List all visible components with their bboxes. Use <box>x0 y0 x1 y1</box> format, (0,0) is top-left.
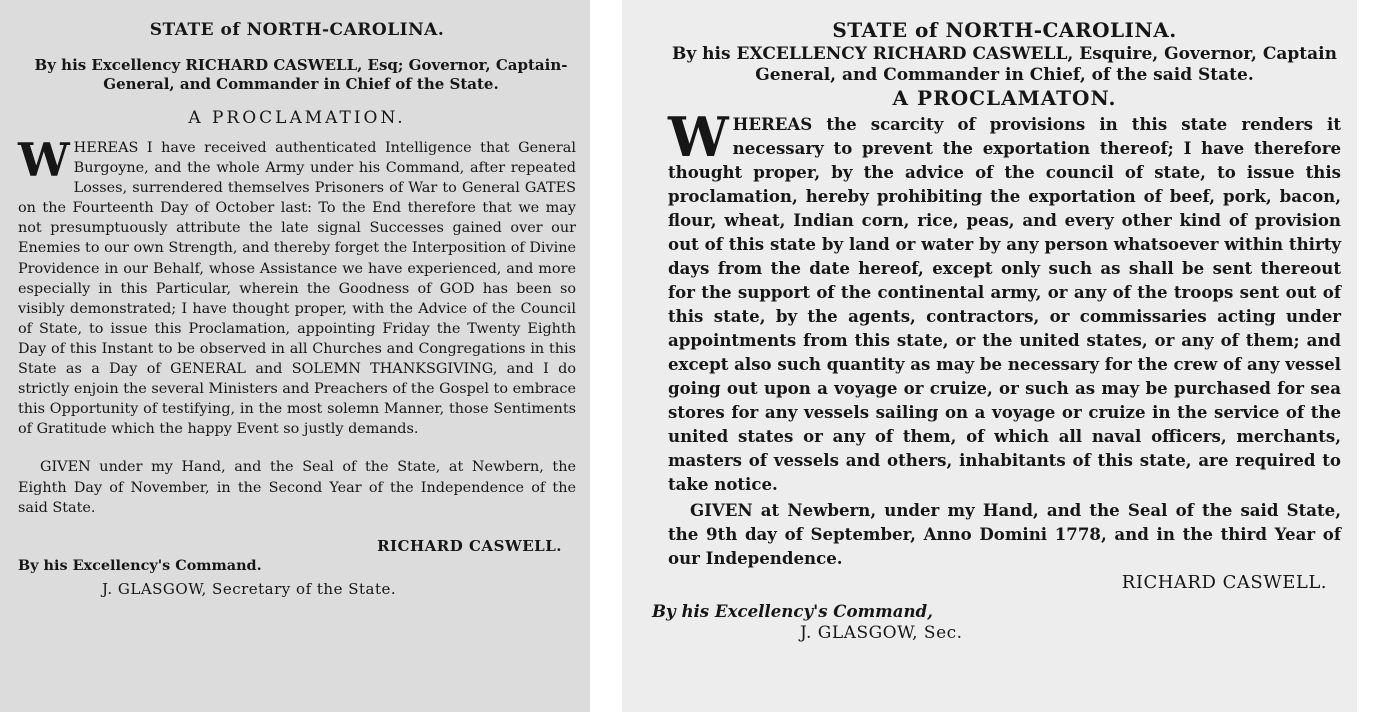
document-title: STATE of NORTH-CAROLINA. <box>832 18 1177 42</box>
proclamation-provisions-panel <box>622 0 1357 712</box>
given-clause: GIVEN at Newbern, under my Hand, and the Seal of the said State, the 9th day of September, Anno Domini 1778, and in the third Year of our Independence. <box>668 500 1341 568</box>
drop-cap: W <box>18 133 70 187</box>
proclamation-thanksgiving-panel <box>0 0 590 712</box>
drop-cap: W <box>668 105 729 169</box>
proclamation-body-text: HEREAS I have received authenticated Intelligence that General Burgoyne, and the whole Army under his Command, after repeated Losses, surrendered themselves Prisoners of War to General GATES on the Fourteenth Day of October last: To the End therefore that we may not presumptuously attribute the late signal Successes gained over our Enemies to our own Strength, and thereby forget the Interposition of Divine Providence in our Behalf, whose Assistance we have experienced, and more especially in this Particular, wherein the Goodness of GOD has been so visibly demonstrated; I have thought proper, with the Advice of the Council of State, to issue this Proclamation, appointing Friday the Twenty Eighth Day of this Instant to be observed in all Churches and Congregations in this State as a Day of GENERAL and SOLEMN THANKSGIVING, and I do strictly enjoin the several Ministers and Preachers of the Gospel to embrace this Opportunity of testifying, in the most solemn Manner, those Sentiments of Gratitude which the happy Event so justly demands. <box>18 140 576 438</box>
proclamation-body <box>18 133 576 439</box>
signer-name: RICHARD CASWELL. <box>1121 572 1327 593</box>
proclamation-heading: A PROCLAMATION. <box>188 108 406 128</box>
proclamation-body <box>668 105 1341 496</box>
secretary-line: J. GLASGOW, Secretary of the State. <box>102 579 397 598</box>
governor-heading: By his EXCELLENCY RICHARD CASWELL, Esquire, Governor, Captain General, and Commander in Chief, of the said State. <box>672 44 1337 85</box>
given-clause: GIVEN under my Hand, and the Seal of the State, at Newbern, the Eighth Day of November, in the Second Year of the Independence of the said State. <box>18 459 576 517</box>
document-title: STATE of NORTH-CAROLINA. <box>149 20 445 40</box>
command-line: By his Excellency's Command, <box>652 601 933 621</box>
proclamation-body-text: HEREAS the scarcity of provisions in this state renders it necessary to prevent the exportation thereof; I have therefore thought proper, by the advice of the council of state, to issue this proclamation, hereby prohibiting the exportation of beef, pork, bacon, flour, wheat, Indian corn, rice, peas, and every other kind of provision out of this state by land or water by any person whatsoever within thirty days from the date hereof, except only such as shall be sent thereout for the support of the continental army, or any of the troops sent out of this state, by the agents, contractors, or commissaries acting under appointments from this state, or the united states, or any of them; and except also such quantity as may be necessary for the crew of any vessel going out upon a voyage or cruize, or such as may be purchased for sea stores for any vessels sailing on a voyage or cruize in the service of the united states or any of them, of which all naval officers, merchants, masters of vessels and others, inhabitants of this state, are required to take notice. <box>668 114 1341 494</box>
signer-name: RICHARD CASWELL. <box>377 536 562 555</box>
proclamation-heading: A PROCLAMATON. <box>892 86 1117 110</box>
command-line: By his Excellency's Command. <box>18 556 262 574</box>
governor-heading: By his Excellency RICHARD CASWELL, Esq; Governor, Captain-General, and Commander in Chief of the State. <box>34 56 568 93</box>
secretary-line: J. GLASGOW, Sec. <box>800 623 963 643</box>
